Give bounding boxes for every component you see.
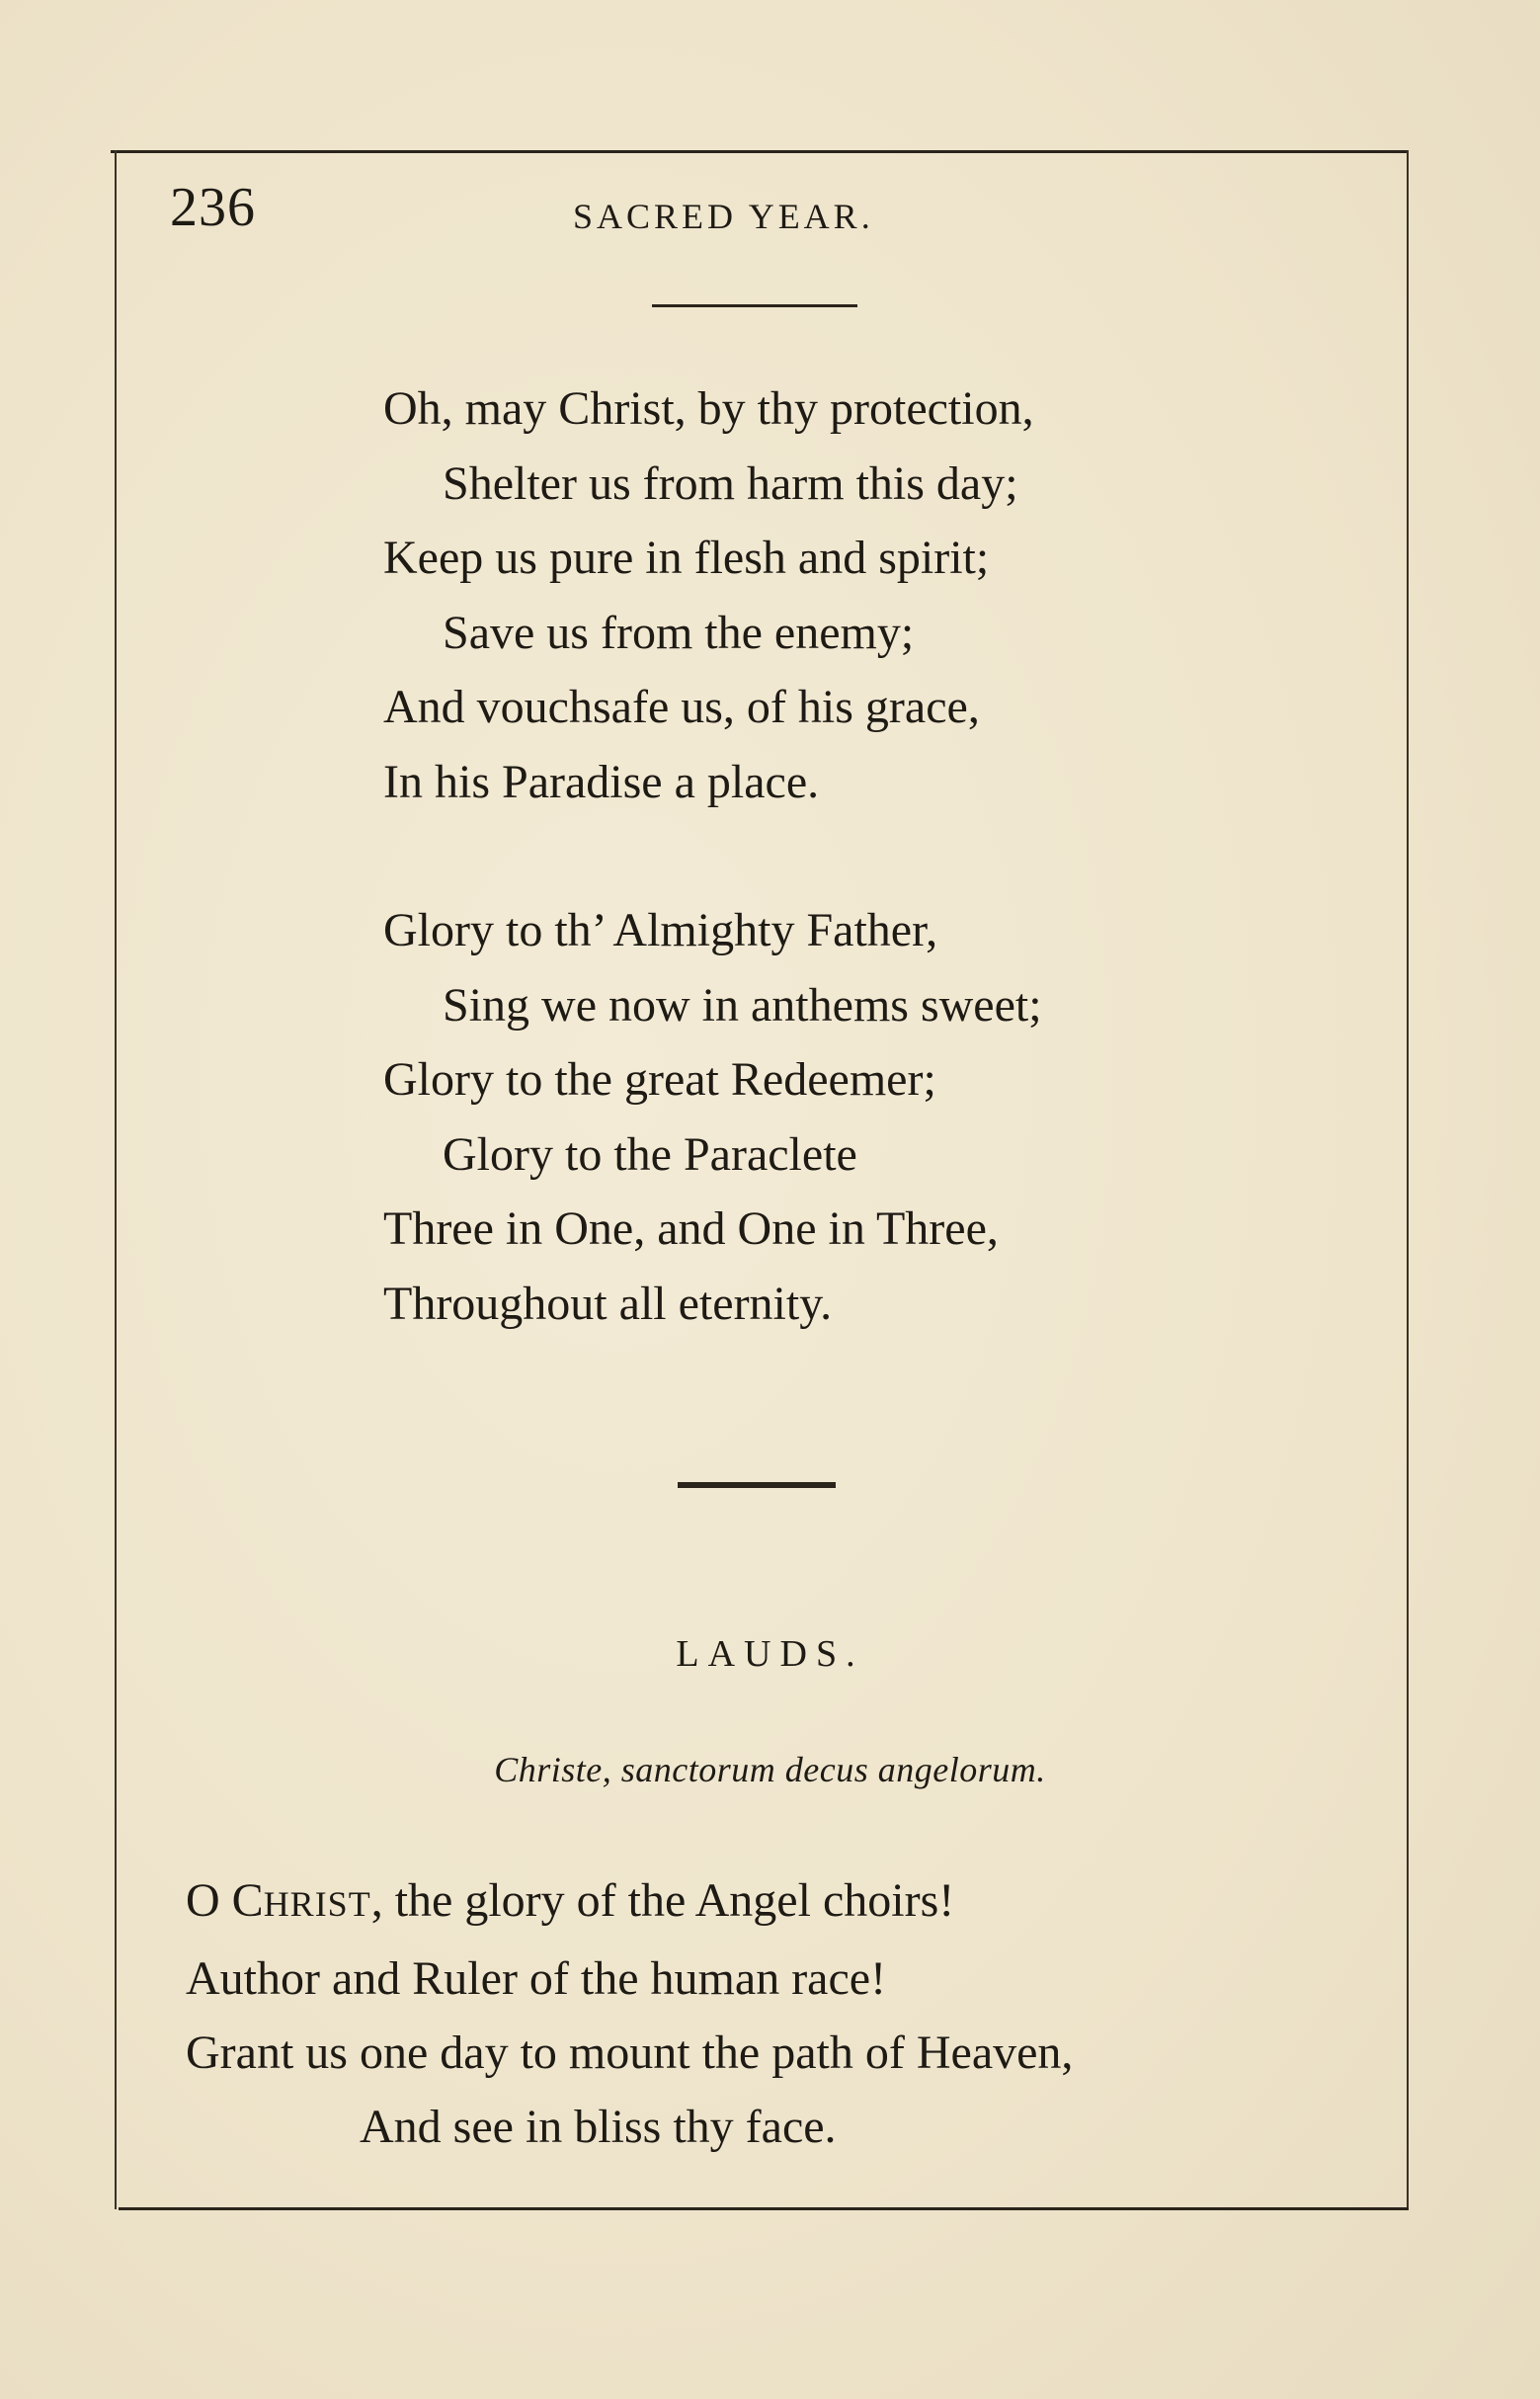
verse-line: In his Paradise a place. (383, 755, 820, 808)
stanza-3 (186, 1863, 1073, 2164)
verse-line: Three in One, and One in Three, (383, 1202, 999, 1255)
page-number: 236 (170, 177, 256, 238)
stanza-1 (383, 372, 1034, 819)
verse-line: Save us from the enemy; (443, 606, 915, 659)
verse-line: Glory to the great Redeemer; (383, 1053, 936, 1106)
divider-rule (652, 304, 857, 307)
verse-line: Oh, may Christ, by thy protection, (383, 382, 1034, 435)
verse-line: Glory to th’ Almighty Father, (383, 904, 938, 956)
smallcaps-word: HRIST (263, 1884, 371, 1924)
verse-line: Sing we now in anthems sweet; (443, 978, 1042, 1032)
running-title: SACRED YEAR. (573, 197, 874, 236)
verse-line: Glory to the Paraclete (443, 1127, 857, 1181)
verse-line: Keep us pure in flesh and spirit; (383, 532, 990, 584)
initial-letters: O C (186, 1874, 264, 1927)
frame-top-border (111, 150, 1407, 153)
page-header (0, 176, 1540, 245)
verse-line-first (186, 1863, 1073, 1942)
verse-line: And vouchsafe us, of his grace, (383, 681, 980, 733)
verse-line: Author and Ruler of the human race! (186, 1952, 887, 2005)
frame-left-border (115, 150, 117, 2209)
latin-incipit: Christe, sanctorum decus angelorum. (494, 1750, 1046, 1789)
verse-line: And see in bliss thy face. (360, 2101, 837, 2153)
first-line-rest: , the glory of the Angel choirs! (370, 1874, 955, 1927)
frame-bottom-border (119, 2207, 1409, 2210)
verse-line: Grant us one day to mount the path of Heaven, (186, 2027, 1074, 2079)
stanza-2 (383, 893, 1042, 1341)
frame-right-border (1407, 150, 1409, 2209)
verse-line: Throughout all eternity. (383, 1277, 833, 1330)
section-heading: LAUDS. (676, 1633, 864, 1675)
verse-line: Shelter us from harm this day; (443, 456, 1018, 510)
section-divider-rule (678, 1482, 836, 1488)
